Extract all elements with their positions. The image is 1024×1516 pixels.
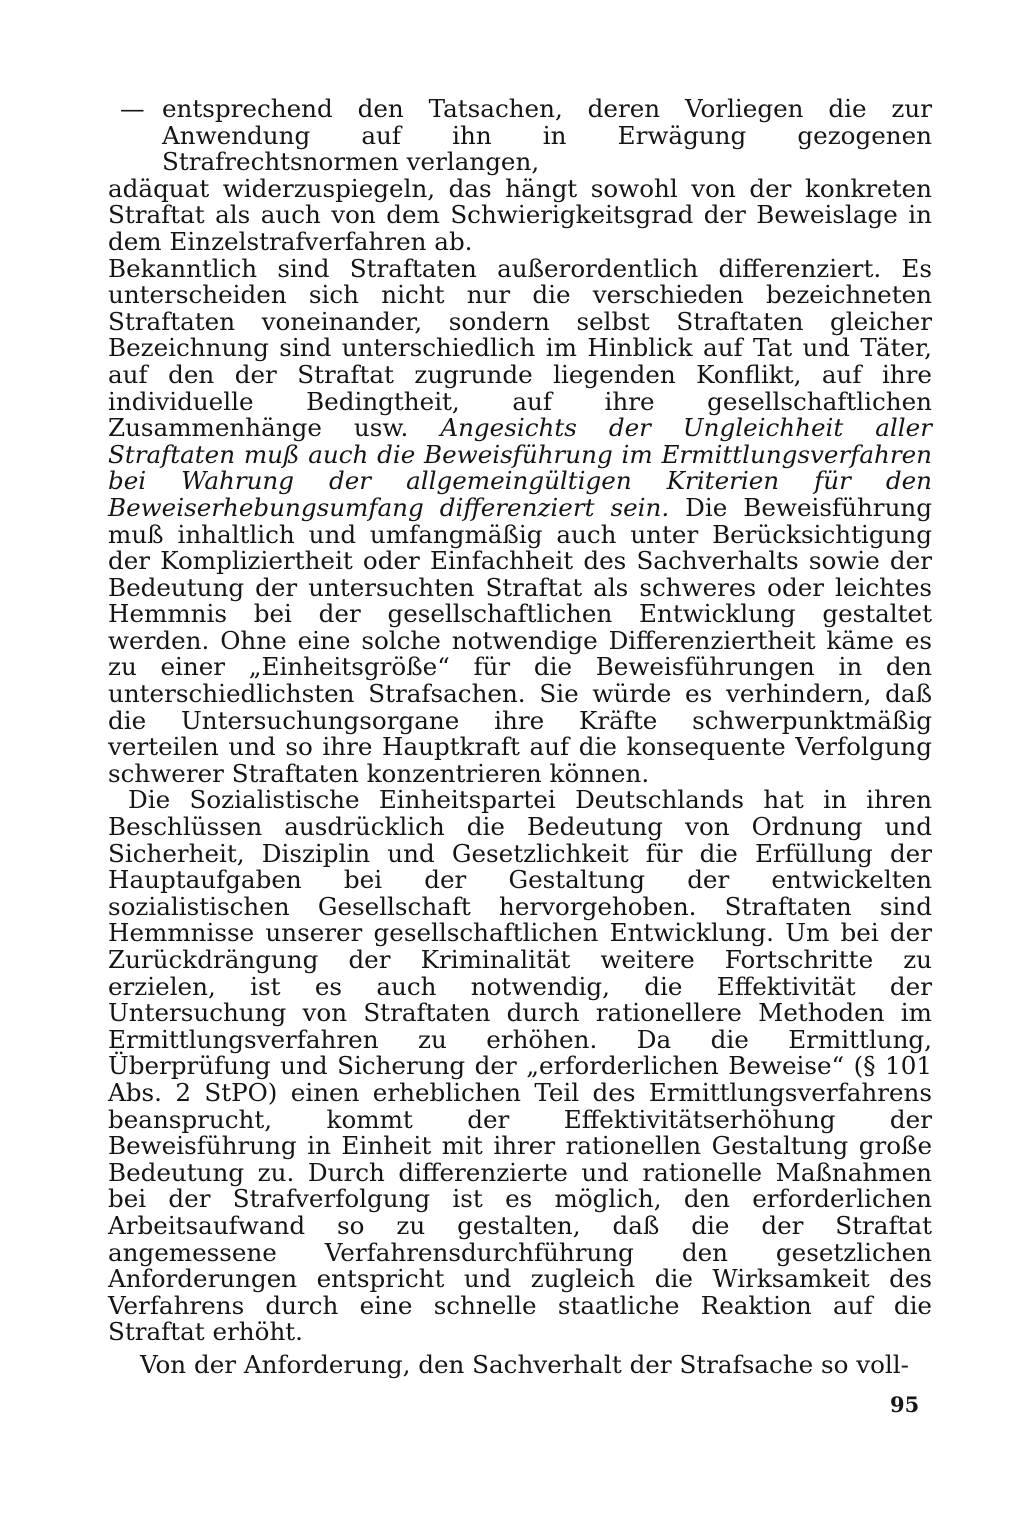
page-text bbox=[108, 96, 932, 1379]
paragraph-differentiation-emphasis: Angesichts der Ungleichheit aller Straftaten muß auch die Beweisführung im Ermittlungsverfahren bei Wahrung der allgemeingültigen Kriterien für den Beweiserhebungsumfang differenziert sein. bbox=[108, 413, 932, 522]
paragraph-differentiation bbox=[108, 253, 932, 788]
dash-marker: — bbox=[120, 94, 145, 123]
dash-list-item bbox=[108, 96, 932, 176]
dash-item-text: entsprechend den Tatsachen, deren Vorliegen die zur Anwendung auf ihn in Erwägung gezogenen Strafrechtsnormen verlangen, bbox=[162, 94, 932, 177]
dash-continuation: adäquat widerzuspiegeln, das hängt sowohl von der konkreten Straftat als auch von dem Schwierigkeitsgrad der Beweislage in dem Einzelstrafverfahren ab. bbox=[108, 173, 932, 256]
paragraph-sed: Die Sozialistische Einheitspartei Deutschlands hat in ihren Beschlüssen ausdrücklich die Bedeutung von Ordnung und Sicherheit, Disziplin und Gesetzlichkeit für die Erfüllung der Hauptaufgaben bei der Gestaltung der entwickelten sozialistischen Gesellschaft hervorgehoben. Straftaten sind Hemmnisse unserer gesellschaftlichen Entwicklung. Um bei der Zurückdrängung der Kriminalität weitere Fortschritte zu erzielen, ist es auch notwendig, die Effektivität der Untersuchung von Straftaten durch rationellere Methoden im Ermittlungsverfahren zu erhöhen. Da die Ermittlung, Überprüfung und Sicherung der „erforderlichen Beweise“ (§ 101 Abs. 2 StPO) einen erheblichen Teil des Ermittlungsverfahrens beansprucht, kommt der Effektivitätserhöhung der Beweisführung in Einheit mit ihrer rationellen Gestaltung große Bedeutung zu. Durch differenzierte und rationelle Maßnahmen bei der Strafverfolgung ist es möglich, den erforderlichen Arbeitsaufwand so zu gestalten, daß die der Straftat angemessene Verfahrensdurchführung den gesetzlichen Anforderungen entspricht und zugleich die Wirksamkeit des Verfahrens durch eine schnelle staatliche Reaktion auf die Straftat erhöht. bbox=[108, 785, 932, 1347]
paragraph-requirement: Von der Anforderung, den Sachverhalt der Strafsache so voll- bbox=[140, 1349, 909, 1379]
page-number: 95 bbox=[890, 1392, 920, 1417]
paragraph-differentiation-rest: Die Beweisführung muß inhaltlich und umfangmäßig auch unter Berücksichtigung der Kompliziertheit oder Einfachheit des Sachverhalts sowie der Bedeutung der untersuchten Straftat als schweres oder leichtes Hemmnis bei der gesellschaftlichen Entwicklung gestaltet werden. Ohne eine solche notwendige Differenziertheit käme es zu einer „Einheitsgröße“ für die Beweisführungen in den unterschiedlichsten Strafsachen. Sie würde es verhindern, daß die Untersuchungsorgane ihre Kräfte schwerpunktmäßig verteilen und so ihre Hauptkraft auf die konsequente Verfolgung schwerer Straftaten konzentrieren können. bbox=[108, 492, 932, 788]
paragraph-differentiation-intro: Bekanntlich sind Straftaten außerordentlich differenziert. Es unterscheiden sich nicht nur die verschieden bezeichneten Straftaten voneinander, sondern selbst Straftaten gleicher Bezeichnung sind unterschiedlich im Hinblick auf Tat und Täter, auf den der Straftat zugrunde liegenden Konflikt, auf ihre individuelle Bedingtheit, auf ihre gesellschaftlichen Zusammenhänge usw. bbox=[108, 253, 932, 443]
